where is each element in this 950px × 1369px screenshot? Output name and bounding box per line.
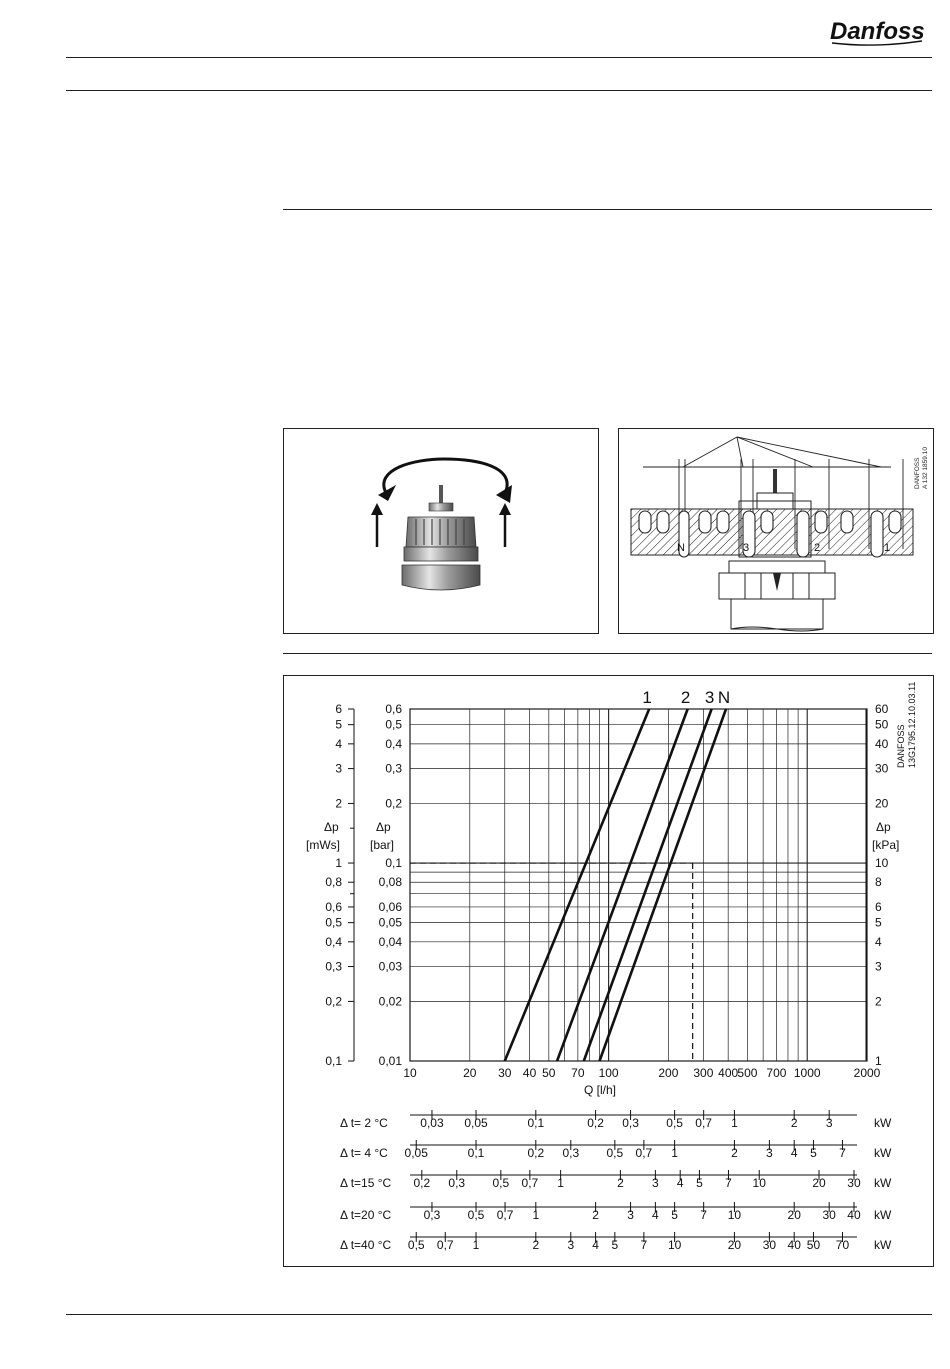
kpa-tick-label: 50 bbox=[875, 717, 889, 732]
x-tick-label: 400 bbox=[718, 1066, 739, 1080]
power-scale-tick-label: 5 bbox=[810, 1146, 817, 1160]
power-scale-tick-label: 10 bbox=[727, 1208, 742, 1222]
drawing-id-1: DANFOSS bbox=[914, 457, 921, 489]
x-axis-label: Q [l/h] bbox=[584, 1083, 617, 1097]
kpa-tick-label: 1 bbox=[875, 1054, 882, 1068]
power-scale-tick-label: 2 bbox=[790, 1116, 798, 1130]
power-scale-unit: kW bbox=[874, 1146, 892, 1160]
power-scale-tick-label: 30 bbox=[762, 1238, 777, 1252]
up-arrow-right-icon bbox=[499, 503, 511, 515]
mws-tick-label: 0,6 bbox=[325, 899, 342, 914]
kpa-tick-label: 40 bbox=[875, 736, 889, 751]
power-scale-tick-label: 1 bbox=[731, 1116, 738, 1130]
x-tick-label: 40 bbox=[522, 1066, 537, 1080]
x-tick-label: 200 bbox=[658, 1066, 679, 1080]
x-tick-label: 500 bbox=[737, 1066, 758, 1080]
power-scale-tick-label: 1 bbox=[557, 1176, 564, 1190]
power-scale-tick-label: 0,3 bbox=[423, 1208, 441, 1222]
flow-pressure-chart bbox=[284, 676, 933, 1266]
x-tick-label: 10 bbox=[403, 1066, 417, 1080]
mws-tick-label: 0,1 bbox=[325, 1054, 342, 1068]
power-scale-tick-label: 0,3 bbox=[562, 1146, 580, 1160]
power-scale-tick-label: 0,2 bbox=[587, 1116, 604, 1130]
kpa-tick-label: 4 bbox=[875, 934, 882, 949]
power-scale-tick-label: 40 bbox=[847, 1208, 861, 1222]
bar-tick-label: 0,4 bbox=[385, 736, 402, 751]
figure-presetting-scale bbox=[618, 428, 934, 634]
valve-presetting-rotation-icon bbox=[284, 429, 598, 633]
power-scale-tick-label: 4 bbox=[676, 1176, 684, 1190]
power-scale-unit: kW bbox=[874, 1116, 892, 1130]
power-scale-tick-label: 0,5 bbox=[606, 1146, 624, 1160]
power-scale-tick-label: 3 bbox=[825, 1116, 833, 1130]
power-scale-tick-label: 1 bbox=[671, 1146, 678, 1160]
mws-tick-label: 0,3 bbox=[325, 959, 342, 974]
power-scale-tick-label: 50 bbox=[806, 1238, 821, 1252]
power-scale-tick-label: 5 bbox=[671, 1208, 678, 1222]
kpa-tick-label: 60 bbox=[875, 702, 889, 716]
bar-tick-label: 0,05 bbox=[378, 915, 402, 930]
bar-tick-label: 0,08 bbox=[378, 875, 402, 890]
presetting-scale-drawing bbox=[619, 429, 933, 633]
power-scale-dt-label: Δ t= 2 °C bbox=[340, 1116, 388, 1130]
power-scale-tick-label: 2 bbox=[592, 1208, 599, 1222]
mws-tick-label: 1 bbox=[335, 856, 342, 871]
section-rule-2 bbox=[283, 653, 932, 654]
kpa-label-bottom: [kPa] bbox=[872, 838, 900, 852]
power-scale-dt-label: Δ t=40 °C bbox=[340, 1238, 392, 1252]
bar-tick-label: 0,2 bbox=[385, 796, 402, 811]
power-scale-unit: kW bbox=[874, 1238, 892, 1252]
power-scale-tick-label: 0,5 bbox=[467, 1208, 485, 1222]
power-scale-tick-label: 5 bbox=[611, 1238, 619, 1252]
series-line-n bbox=[600, 709, 726, 1061]
power-scale-tick-label: 20 bbox=[727, 1238, 742, 1252]
power-scale-tick-label: 20 bbox=[787, 1208, 801, 1222]
power-scale-tick-label: 0,05 bbox=[464, 1116, 488, 1130]
x-tick-label: 70 bbox=[571, 1066, 585, 1080]
mws-tick-label: 3 bbox=[335, 761, 342, 776]
footer-rule bbox=[66, 1314, 932, 1315]
kpa-tick-label: 30 bbox=[875, 761, 889, 776]
power-scale-tick-label: 0,3 bbox=[448, 1176, 466, 1190]
power-scale-tick-label: 4 bbox=[652, 1208, 659, 1222]
mws-label-top: Δp bbox=[324, 820, 339, 834]
power-scale-tick-label: 7 bbox=[839, 1146, 846, 1160]
power-scale-tick-label: 7 bbox=[700, 1208, 707, 1222]
power-scale-tick-label: 0,1 bbox=[527, 1116, 545, 1130]
bar-tick-label: 0,1 bbox=[385, 856, 402, 871]
mws-tick-label: 4 bbox=[335, 736, 342, 751]
chart-box bbox=[283, 675, 934, 1267]
mws-tick-label: 6 bbox=[335, 702, 342, 716]
power-scale-tick-label: 0,5 bbox=[492, 1176, 510, 1190]
power-scale-tick-label: 0,03 bbox=[420, 1116, 444, 1130]
x-tick-label: 2000 bbox=[853, 1066, 881, 1080]
power-scale-tick-label: 3 bbox=[766, 1146, 773, 1160]
rotation-arc bbox=[384, 459, 507, 493]
power-scale-tick-label: 0,5 bbox=[407, 1238, 425, 1252]
power-scale-tick-label: 3 bbox=[567, 1238, 575, 1252]
scale-label-2: 2 bbox=[814, 542, 821, 554]
kpa-tick-label: 3 bbox=[875, 959, 882, 974]
x-tick-label: 700 bbox=[766, 1066, 787, 1080]
power-scale-tick-label: 0,7 bbox=[635, 1146, 653, 1160]
x-tick-label: 20 bbox=[463, 1066, 477, 1080]
power-scale-tick-label: 0,7 bbox=[695, 1116, 712, 1130]
chart-id-1: DANFOSS bbox=[896, 724, 906, 768]
kpa-tick-label: 5 bbox=[875, 915, 882, 930]
power-scale-tick-label: 30 bbox=[822, 1208, 836, 1222]
section-rule-1 bbox=[283, 209, 932, 210]
kpa-tick-label: 6 bbox=[875, 899, 882, 914]
bar-tick-label: 0,02 bbox=[378, 994, 402, 1009]
bar-tick-label: 0,3 bbox=[385, 761, 402, 776]
power-scale-tick-label: 2 bbox=[617, 1176, 624, 1190]
mws-tick-label: 0,2 bbox=[325, 994, 342, 1009]
power-scale-dt-label: Δ t= 4 °C bbox=[340, 1146, 388, 1160]
kpa-label-top: Δp bbox=[876, 820, 891, 834]
power-scale-tick-label: 0,7 bbox=[521, 1176, 539, 1190]
x-tick-label: 100 bbox=[598, 1066, 619, 1080]
figure-valve-rotation bbox=[283, 428, 599, 634]
bar-tick-label: 0,06 bbox=[378, 899, 402, 914]
power-scale-unit: kW bbox=[874, 1208, 892, 1222]
logo-wordmark: Danfoss bbox=[830, 18, 925, 45]
kpa-tick-label: 8 bbox=[875, 875, 882, 890]
mws-label-bottom: [mWs] bbox=[306, 838, 340, 852]
scale-label-n: N bbox=[677, 542, 685, 554]
mws-tick-label: 0,5 bbox=[325, 915, 342, 930]
power-scale-tick-label: 30 bbox=[847, 1176, 861, 1190]
power-scale-tick-label: 0,2 bbox=[527, 1146, 545, 1160]
bar-tick-label: 0,5 bbox=[385, 717, 402, 732]
power-scale-tick-label: 2 bbox=[532, 1238, 540, 1252]
danfoss-logo bbox=[826, 12, 938, 50]
scale-label-3: 3 bbox=[743, 542, 750, 554]
power-scale-tick-label: 1 bbox=[532, 1208, 540, 1222]
power-scale-tick-label: 0,1 bbox=[467, 1146, 485, 1160]
up-arrow-left-icon bbox=[371, 503, 383, 515]
kpa-tick-label: 2 bbox=[875, 994, 882, 1009]
mws-tick-label: 5 bbox=[335, 717, 342, 732]
series-label-n: N bbox=[717, 688, 731, 707]
series-label-2: 2 bbox=[680, 688, 691, 707]
power-scale-tick-label: 4 bbox=[592, 1238, 599, 1252]
power-scale-tick-label: 0,7 bbox=[436, 1238, 454, 1252]
bar-tick-label: 0,01 bbox=[378, 1054, 402, 1068]
series-label-3: 3 bbox=[704, 688, 715, 707]
power-scale-tick-label: 0,5 bbox=[666, 1116, 683, 1130]
power-scale-tick-label: 10 bbox=[667, 1238, 682, 1252]
power-scale-tick-label: 4 bbox=[790, 1146, 798, 1160]
power-scale-tick-label: 3 bbox=[627, 1208, 634, 1222]
scale-label-1: 1 bbox=[884, 542, 891, 554]
drawing-id-2: A 132 1859.10 bbox=[922, 447, 929, 489]
power-scale-tick-label: 0,2 bbox=[413, 1176, 431, 1190]
mws-tick-label: 0,4 bbox=[325, 934, 342, 949]
power-scale-tick-label: 40 bbox=[787, 1238, 801, 1252]
mws-tick-label: 2 bbox=[335, 796, 342, 811]
x-tick-label: 1000 bbox=[793, 1066, 821, 1080]
power-scale-tick-label: 10 bbox=[752, 1176, 766, 1190]
power-scale-tick-label: 7 bbox=[640, 1238, 648, 1252]
bar-tick-label: 0,04 bbox=[378, 934, 402, 949]
mws-tick-label: 0,8 bbox=[325, 875, 342, 890]
power-scale-tick-label: 0,7 bbox=[496, 1208, 514, 1222]
power-scale-tick-label: 2 bbox=[731, 1146, 738, 1160]
bar-tick-label: 0,6 bbox=[385, 702, 402, 716]
power-scale-tick-label: 7 bbox=[725, 1176, 732, 1190]
chart-id-2: 13G1795.12.10.03.11 bbox=[907, 681, 917, 768]
power-scale-tick-label: 70 bbox=[835, 1238, 850, 1252]
power-scale-dt-label: Δ t=20 °C bbox=[340, 1208, 392, 1222]
x-tick-label: 50 bbox=[542, 1066, 556, 1080]
power-scale-tick-label: 0,3 bbox=[622, 1116, 639, 1130]
power-scale-unit: kW bbox=[874, 1176, 892, 1190]
power-scale-dt-label: Δ t=15 °C bbox=[340, 1176, 392, 1190]
kpa-tick-label: 20 bbox=[875, 796, 889, 811]
power-scale-tick-label: 1 bbox=[472, 1238, 480, 1252]
kpa-tick-label: 10 bbox=[875, 856, 889, 871]
bar-label-bottom: [bar] bbox=[370, 838, 395, 852]
header-rule-bottom bbox=[66, 90, 932, 91]
bar-tick-label: 0,03 bbox=[378, 959, 402, 974]
power-scale-tick-label: 20 bbox=[812, 1176, 826, 1190]
power-scale-tick-label: 5 bbox=[696, 1176, 703, 1190]
bar-label-top: Δp bbox=[376, 820, 391, 834]
series-label-1: 1 bbox=[642, 688, 652, 707]
x-tick-label: 300 bbox=[693, 1066, 714, 1080]
x-tick-label: 30 bbox=[498, 1066, 512, 1080]
power-scale-tick-label: 0,05 bbox=[404, 1146, 428, 1160]
power-scale-tick-label: 3 bbox=[652, 1176, 659, 1190]
header-rule-top bbox=[66, 57, 932, 58]
